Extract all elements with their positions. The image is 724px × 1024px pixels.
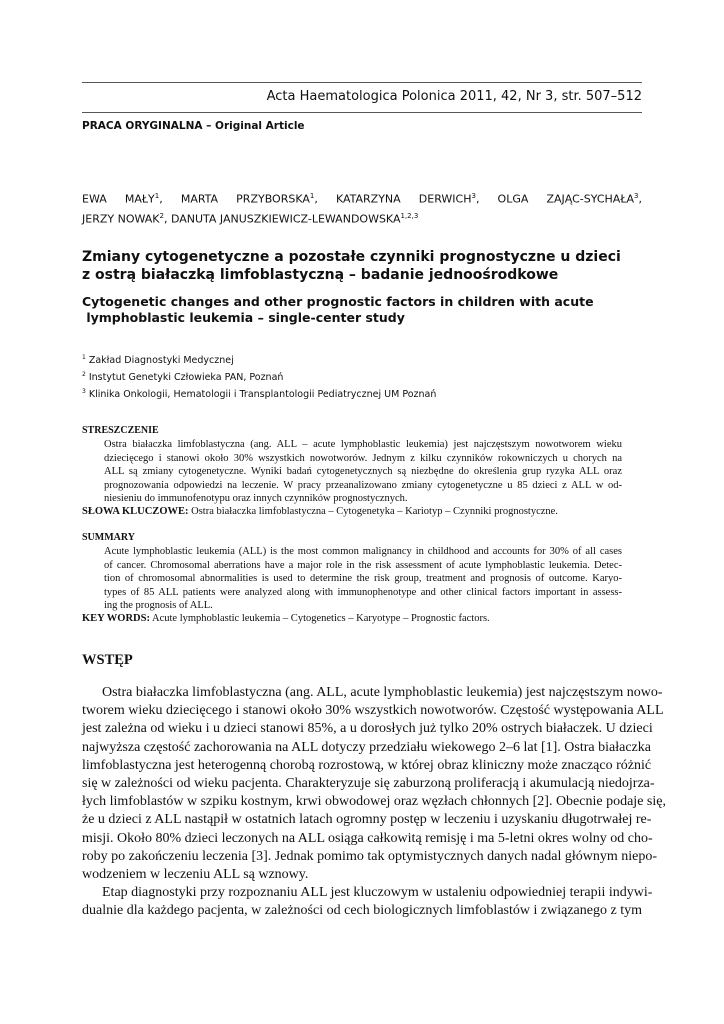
affiliation-item [82, 368, 642, 385]
summary-line: of cancer. Chromosomal aberrations have a major role in the risk assessment of acute lymphoblastic leukemia. Detec- [104, 559, 622, 571]
title-line: Cytogenetic changes and other prognostic factors in children with acute [82, 294, 594, 309]
affil-text: Instytut Genetyki Człowieka PAN, Poznań [85, 372, 284, 384]
abstract-line: ALL są zmiany cytogenetyczne. Wyniki badań cytogenetycznych są niezbędne do określenia grup ryzyka ALL oraz [104, 466, 622, 478]
abstract-body [82, 438, 642, 505]
body-line: misji. Około 80% dzieci leczonych na ALL osiąga całkowitą remisję i ma 5-letni okres wolny od cho- [82, 830, 653, 846]
author-name: OLGA ZAJĄC-SYCHAŁA [497, 192, 635, 206]
author-sep: , [314, 192, 336, 206]
author-name: EWA MAŁY [82, 192, 155, 206]
body-line: jest zależna od wieku i u dzieci stanowi 85%, a u dorosłych już tylko 20% ostrych białaczek. U dzieci [82, 721, 653, 737]
abstract-line: Ostra białaczka limfoblastyczna (ang. ALL – acute lymphoblastic leukemia) jest najczęstszym nowotworem wieku [104, 439, 622, 451]
abstract-english [82, 531, 642, 626]
author-line-2 [82, 208, 642, 228]
keywords-label: SŁOWA KLUCZOWE: [82, 506, 189, 518]
section-heading-intro: WSTĘP [82, 652, 133, 668]
keywords-english [82, 612, 642, 625]
body-line: łych limfoblastów w szpiku kostnym, krwi obwodowej oraz węzłach chłonnych [2]. Obecnie podaje się, [82, 794, 666, 810]
author-name: JERZY NOWAK [82, 212, 160, 226]
body-line: dualnie dla każdego pacjenta, w zależności od cech biologicznych limfoblastów i związanego z tym [82, 903, 642, 919]
body-line: Ostra białaczka limfoblastyczna (ang. ALL, acute lymphoblastic leukemia) jest najczęstszym nowo- [102, 685, 663, 700]
body-line: tworem wieku dziecięcego i stanowi około 30% wszystkich nowotworów. Częstość występowania ALL [82, 703, 664, 719]
author-list [82, 188, 642, 227]
affil-sup: 1 [82, 354, 86, 361]
journal-reference: Acta Haematologica Polonica 2011, 42, Nr 3, str. 507–512 [266, 89, 642, 104]
affil-text: Zakład Diagnostyki Medycznej [85, 355, 234, 367]
author-sep: , [163, 212, 171, 226]
summary-line: types of 85 ALL patients were analyzed along with immunophenotype and other clinical factors important in assess- [104, 586, 622, 598]
abstract-line: niesieniu do immunofenotypu oraz innych czynników prognostycznych. [104, 493, 408, 505]
author-affil-sup: 3 [471, 192, 476, 200]
keywords-text: Acute lymphoblastic leukemia – Cytogenetics – Karyotype – Prognostic factors. [149, 613, 490, 625]
body-line: najwyższa częstość zachorowania na ALL dotyczy przedziału wiekowego 2–6 lat [1]. Ostra białaczka [82, 739, 651, 755]
author-name: DANUTA JANUSZKIEWICZ-LEWANDOWSKA [170, 212, 401, 226]
author-affil-sup: 2 [159, 211, 164, 220]
author-name: KATARZYNA DERWICH [335, 192, 472, 206]
keywords-label: KEY WORDS: [82, 613, 150, 625]
author-name: MARTA PRZYBORSKA [180, 192, 310, 206]
title-line: lymphoblastic leukemia – single-center study [82, 310, 405, 325]
summary-heading: SUMMARY [82, 532, 135, 543]
summary-line: ing the prognosis of ALL. [104, 600, 213, 612]
abstract-polish [82, 424, 642, 519]
header-rule-top [82, 82, 642, 83]
body-line: limfoblastyczna jest heterogenną chorobą rozrostową, w której obraz kliniczny może znacząco różnić [82, 757, 652, 773]
author-affil-sup: 1 [309, 192, 315, 200]
summary-body [82, 545, 642, 612]
affil-text: Klinika Onkologii, Hematologii i Transplantologii Pediatrycznej UM Poznań [85, 389, 437, 401]
affil-sup: 3 [82, 388, 86, 396]
affil-sup: 2 [82, 371, 86, 379]
keywords-text: Ostra białaczka limfoblastyczna – Cytogenetyka – Kariotyp – Czynniki prognostyczne. [188, 506, 558, 518]
abstract-heading: STRESZCZENIE [82, 425, 159, 436]
title-line: Zmiany cytogenetyczne a pozostałe czynniki prognostyczne u dzieci [82, 249, 621, 265]
body-line: Etap diagnostyki przy rozpoznaniu ALL jest kluczowym w ustaleniu odpowiedniej terapii indywi- [102, 885, 653, 901]
body-line: roby po zakończeniu leczenia [3]. Jednak pomimo tak optymistycznych danych nadal głównym niepo- [82, 848, 657, 864]
summary-line: Acute lymphoblastic leukemia (ALL) is the most common malignancy in childhood and accounts for 30% of all cases [104, 546, 622, 558]
title-english [82, 294, 642, 326]
body-line: wodzeniem w leczeniu ALL są wznowy. [82, 867, 309, 883]
author-sep: , [638, 192, 642, 206]
affiliation-item [82, 385, 642, 402]
title-polish [82, 248, 642, 284]
author-sep: , [475, 192, 498, 206]
author-affil-sup: 1 [154, 192, 160, 200]
author-sep: , [159, 192, 181, 206]
author-affil-sup: 1,2,3 [400, 211, 419, 220]
body-line: się w zależności od wieku pacjenta. Charakteryzuje się zaburzoną proliferacją i akumulacją niedojrza- [82, 776, 655, 792]
intro-body [82, 684, 666, 921]
body-line: że u dzieci z ALL nastąpił w ostatnich latach ogromny postęp w leczeniu i uzyskaniu długotrwałej re- [82, 812, 652, 828]
article-type-label: PRACA ORYGINALNA – Original Article [82, 120, 305, 132]
title-line: z ostrą białaczką limfoblastyczną – badanie jednoośrodkowe [82, 267, 559, 283]
summary-line: tion of chromosomal abnormalities is used to determine the risk group, treatment and prognosis of outcome. Karyo- [104, 573, 622, 585]
abstract-line: prognozowania odpowiedzi na leczenie. W pracy przeanalizowano zmiany cytogenetyczne u 85 dzieci z ALL w od- [104, 479, 622, 491]
affiliation-item [82, 351, 642, 368]
abstract-line: dziecięcego i stanowi około 30% wszystkich nowotworów. Jednym z kilku czynników rokowniczych u chorych na [104, 452, 622, 464]
author-line-1 [82, 188, 642, 208]
author-affil-sup: 3 [634, 192, 639, 200]
keywords-polish [82, 505, 642, 518]
affiliation-list [82, 351, 642, 402]
header-rule-bottom [82, 112, 642, 113]
